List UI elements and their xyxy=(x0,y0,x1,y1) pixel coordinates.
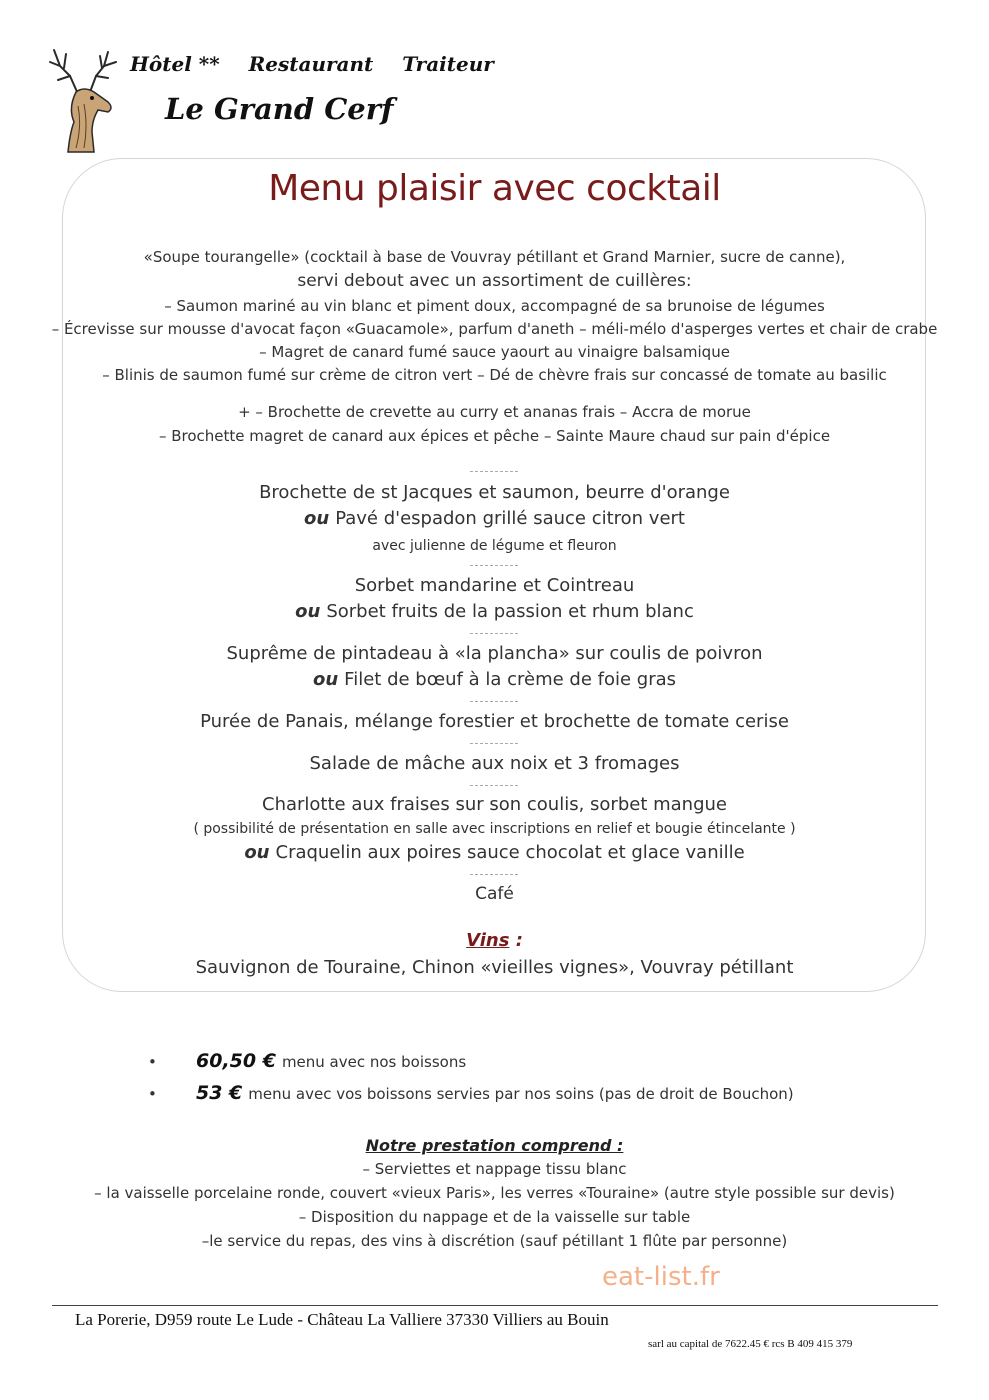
course-1: Brochette de st Jacques et saumon, beurre d'orange xyxy=(259,482,730,503)
separator xyxy=(470,471,518,472)
prestation-item: – la vaisselle porcelaine ronde, couvert «vieux Paris», les verres «Touraine» (autre style possible sur devis) xyxy=(94,1184,895,1202)
course-3-alt: ou Filet de bœuf à la crème de foie gras xyxy=(312,669,677,690)
prestation-item: – Disposition du nappage et de la vaisselle sur table xyxy=(298,1208,691,1226)
prestation-item: –le service du repas, des vins à discrétion (sauf pétillant 1 flûte par personne) xyxy=(201,1232,788,1250)
separator xyxy=(470,743,518,744)
or-label: ou xyxy=(295,601,321,622)
stag-logo-icon xyxy=(48,36,128,154)
course-1-note: avec julienne de légume et fleuron xyxy=(372,538,617,554)
cocktail-line: – Blinis de saumon fumé sur crème de citron vert – Dé de chèvre frais sur concassé de tomate au basilic xyxy=(102,366,887,384)
course-6-alt: ou Craquelin aux poires sauce chocolat et glace vanille xyxy=(244,842,745,863)
price-row xyxy=(148,1082,794,1104)
header-hotel: Hôtel ** xyxy=(130,52,220,76)
course-6-note: ( possibilité de présentation en salle avec inscriptions en relief et bougie étincelante ) xyxy=(193,821,796,837)
price-row xyxy=(148,1050,466,1072)
price-amount: 60,50 € xyxy=(196,1050,276,1072)
cocktail-line: – Magret de canard fumé sauce yaourt au vinaigre balsamique xyxy=(259,343,730,361)
cocktail-line: «Soupe tourangelle» (cocktail à base de Vouvray pétillant et Grand Marnier, sucre de canne), xyxy=(143,248,846,266)
course-4: Purée de Panais, mélange forestier et brochette de tomate cerise xyxy=(200,711,789,732)
footer-address: La Porerie, D959 route Le Lude - Château La Valliere 37330 Villiers au Bouin xyxy=(75,1310,609,1329)
cocktail-line: – Écrevisse sur mousse d'avocat façon «Guacamole», parfum d'aneth – méli-mélo d'asperges vertes et chair de crabe xyxy=(51,320,938,338)
header-restaurant: Restaurant xyxy=(248,52,374,76)
footer-divider xyxy=(52,1305,938,1306)
wines-list: Sauvignon de Touraine, Chinon «vieilles vignes», Vouvray pétillant xyxy=(195,957,794,978)
course-2-alt: ou Sorbet fruits de la passion et rhum blanc xyxy=(295,601,694,622)
course-5: Salade de mâche aux noix et 3 fromages xyxy=(309,753,680,774)
prestation-title: Notre prestation comprend : xyxy=(365,1136,624,1155)
separator xyxy=(470,565,518,566)
or-label: ou xyxy=(244,842,270,863)
header-traiteur: Traiteur xyxy=(402,52,494,76)
prestation-item: – Serviettes et nappage tissu blanc xyxy=(362,1160,627,1178)
course-3: Suprême de pintadeau à «la plancha» sur coulis de poivron xyxy=(226,643,763,664)
cocktail-line: servi debout avec un assortiment de cuillères: xyxy=(297,271,692,291)
separator xyxy=(470,701,518,702)
course-2: Sorbet mandarine et Cointreau xyxy=(354,575,635,596)
header-subtitle xyxy=(130,52,516,76)
cocktail-line: – Brochette magret de canard aux épices et pêche – Sainte Maure chaud sur pain d'épice xyxy=(158,427,831,445)
price-desc: menu avec vos boissons servies par nos soins (pas de droit de Bouchon) xyxy=(248,1085,794,1103)
footer-legal: sarl au capital de 7622.45 € rcs B 409 415 379 xyxy=(648,1338,853,1350)
menu-title: Menu plaisir avec cocktail xyxy=(268,168,721,209)
separator xyxy=(470,633,518,634)
price-desc: menu avec nos boissons xyxy=(281,1053,467,1071)
course-1-alt: ou Pavé d'espadon grillé sauce citron vert xyxy=(304,508,685,529)
separator xyxy=(470,874,518,875)
course-7: Café xyxy=(475,884,514,904)
price-amount: 53 € xyxy=(196,1082,243,1104)
separator xyxy=(470,785,518,786)
cocktail-line: – Saumon mariné au vin blanc et piment doux, accompagné de sa brunoise de légumes xyxy=(164,297,825,315)
hotel-name: Le Grand Cerf xyxy=(165,92,394,126)
course-6: Charlotte aux fraises sur son coulis, sorbet mangue xyxy=(262,794,727,815)
bullet: • xyxy=(148,1053,157,1071)
or-label: ou xyxy=(312,669,339,690)
or-label: ou xyxy=(304,508,330,529)
cocktail-line: + – Brochette de crevette au curry et ananas frais – Accra de morue xyxy=(238,403,751,421)
watermark: eat-list.fr xyxy=(602,1262,720,1292)
wines-heading: Vins : xyxy=(466,930,523,951)
bullet: • xyxy=(148,1085,157,1103)
